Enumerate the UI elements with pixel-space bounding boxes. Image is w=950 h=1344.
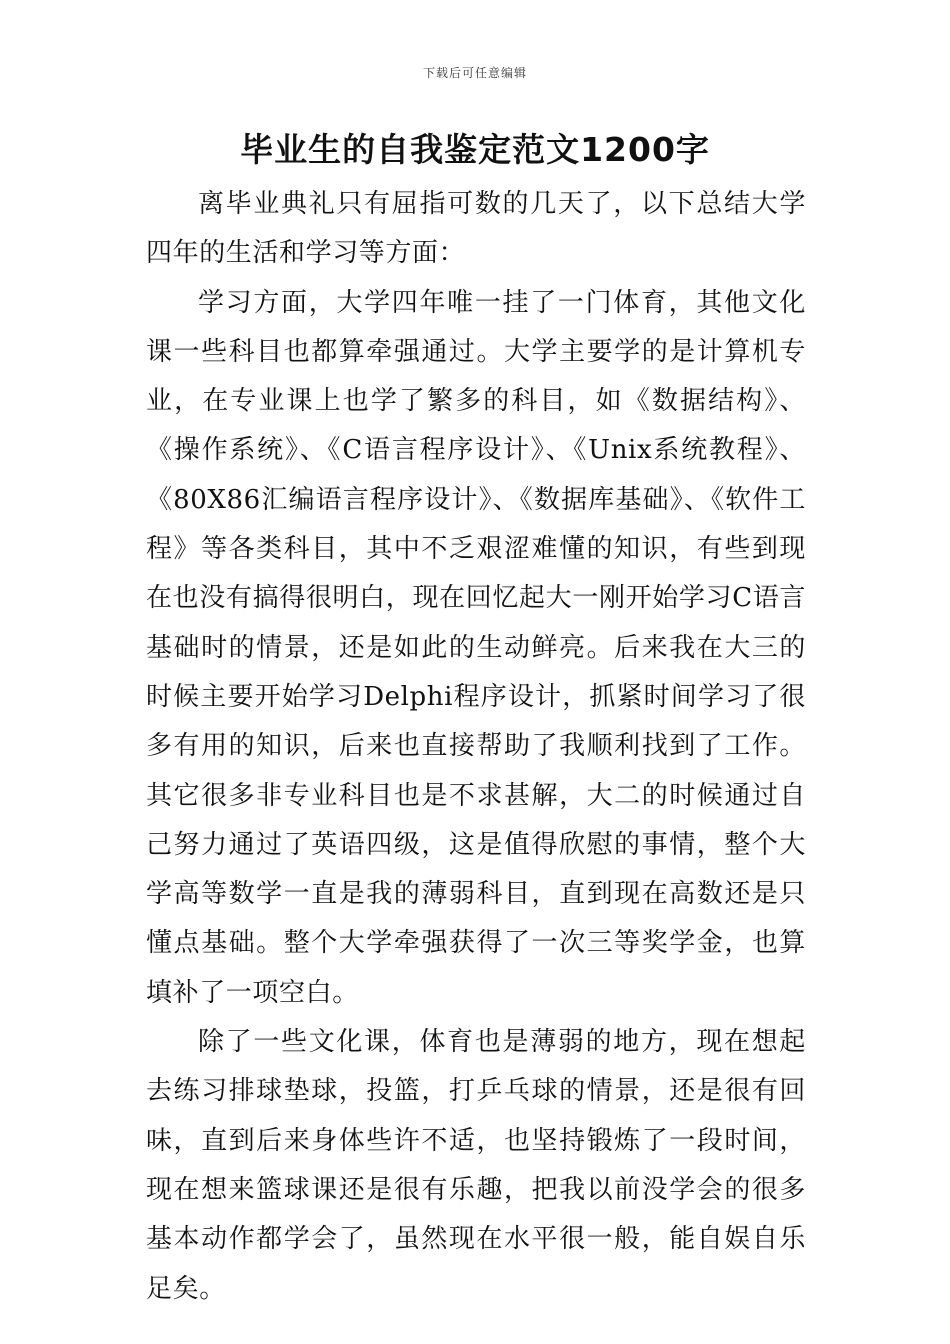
paragraph-sports: 除了一些文化课，体育也是薄弱的地方，现在想起去练习排球垫球，投篮，打乒乓球的情景，还是很有回味，直到后来身体些许不适，也坚持锻炼了一段时间，现在想来篮球课还是很有乐趣，把我以前没学会的很多基本动作都学会了，虽然现在水平很一般，能自娱自乐足矣。 bbox=[146, 1027, 806, 1304]
paragraph-study: 学习方面，大学四年唯一挂了一门体育，其他文化课一些科目也都算牵强通过。大学主要学的是计算机专业，在专业课上也学了繁多的科目，如《数据结构》、《操作系统》、《C语言程序设计》、《Unix系统教程》、《80X86汇编语言程序设计》、《数据库基础》、《软件工程》等各类科目，其中不乏艰涩难懂的知识，有些到现在也没有搞得很明白，现在回忆起大一刚开始学习C语言基础时的情景，还是如此的生动鲜亮。后来我在大三的时候主要开始学习Delphi程序设计，抓紧时间学习了很多有用的知识，后来也直接帮助了我顺利找到了工作。其它很多非专业科目也是不求甚解，大二的时候通过自己努力通过了英语四级，这是值得欣慰的事情，整个大学高等数学一直是我的薄弱科目，直到现在高数还是只懂点基础。整个大学牵强获得了一次三等奖学金，也算填补了一项空白。 bbox=[146, 287, 806, 1008]
header-note: 下载后可任意编辑 bbox=[422, 66, 527, 80]
document-body bbox=[146, 180, 806, 1314]
document-title: 毕业生的自我鉴定范文1200字 bbox=[240, 130, 710, 169]
paragraph-intro: 离毕业典礼只有屈指可数的几天了，以下总结大学四年的生活和学习等方面： bbox=[146, 189, 806, 269]
